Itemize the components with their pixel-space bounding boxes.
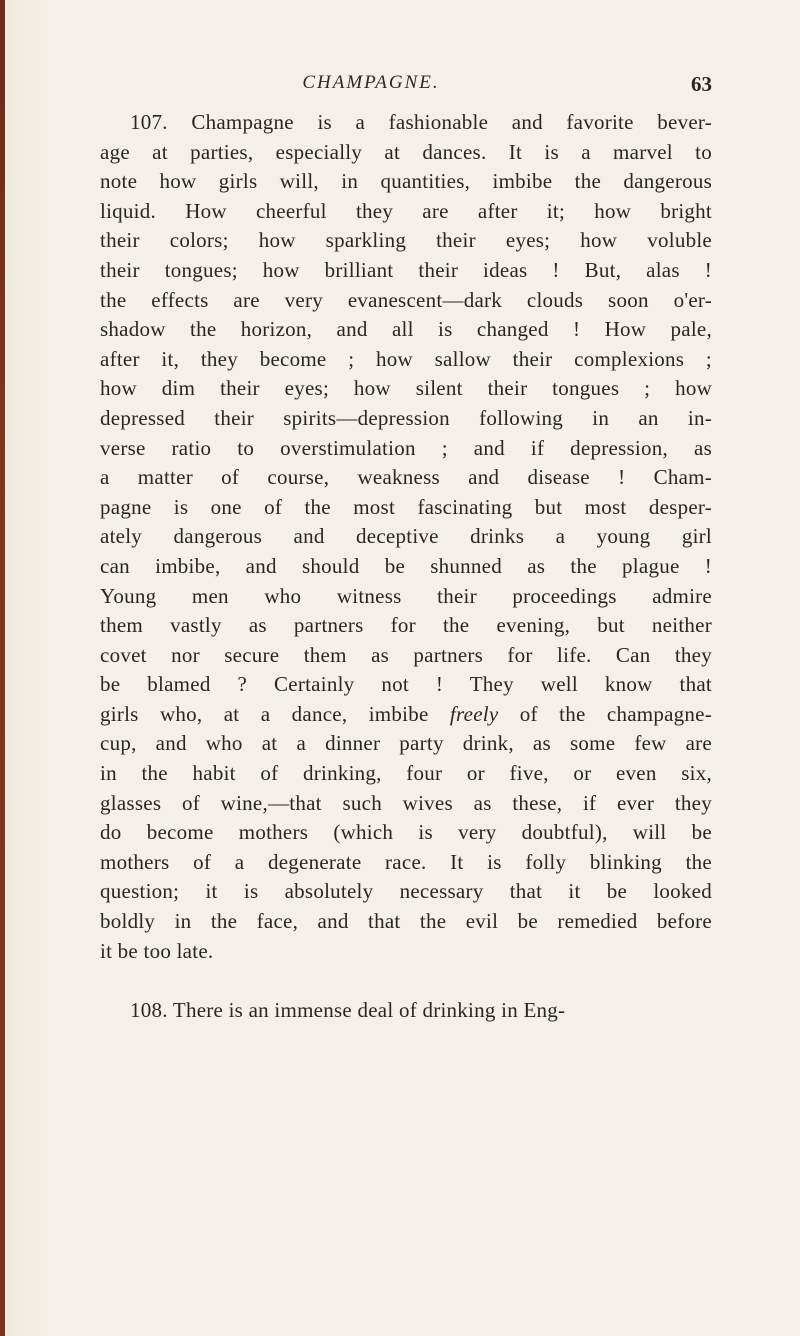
text-line: mothers of a degenerate race. It is folly blinking the bbox=[100, 849, 712, 874]
text-line: after it, they become ; how sallow their complexions ; bbox=[100, 346, 712, 371]
paragraph bbox=[100, 108, 712, 966]
text-line: in the habit of drinking, four or five, or even six, bbox=[100, 761, 712, 786]
text-line: ately dangerous and deceptive drinks a young girl bbox=[100, 524, 712, 549]
text-line: the effects are very evanescent—dark clouds soon o'er- bbox=[100, 287, 712, 312]
text-line: a matter of course, weakness and disease ! Cham- bbox=[100, 465, 712, 490]
text-line: question; it is absolutely necessary that it be looked bbox=[100, 879, 712, 904]
text-line: depressed their spirits—depression following in an in- bbox=[100, 405, 712, 430]
text-line: boldly in the face, and that the evil be remedied before bbox=[100, 909, 712, 934]
text-line: their colors; how sparkling their eyes; how voluble bbox=[100, 228, 712, 253]
text-line: 108. There is an immense deal of drinking in Eng- bbox=[130, 998, 566, 1023]
text-line: their tongues; how brilliant their ideas ! But, alas ! bbox=[100, 257, 712, 282]
text-line: be blamed ? Certainly not ! They well know that bbox=[100, 672, 712, 697]
text-line: note how girls will, in quantities, imbibe the dangerous bbox=[100, 169, 712, 194]
text-line: age at parties, especially at dances. It is a marvel to bbox=[100, 139, 712, 164]
text-line: shadow the horizon, and all is changed ! How pale, bbox=[100, 317, 712, 342]
paragraph bbox=[100, 996, 712, 1026]
header-title: CHAMPAGNE. bbox=[302, 72, 440, 93]
text-line: how dim their eyes; how silent their tongues ; how bbox=[100, 376, 712, 401]
text-line: them vastly as partners for the evening, but neither bbox=[100, 613, 712, 638]
binding-edge bbox=[0, 0, 5, 1336]
text-line: do become mothers (which is very doubtful), will be bbox=[100, 820, 712, 845]
text-line: glasses of wine,—that such wives as these, if ever they bbox=[100, 790, 712, 815]
text-line: liquid. How cheerful they are after it; how bright bbox=[100, 198, 712, 223]
text-line: verse ratio to overstimulation ; and if depression, as bbox=[100, 435, 712, 460]
text-line: covet nor secure them as partners for life. Can they bbox=[100, 642, 712, 667]
text-line: 107. Champagne is a fashionable and favorite bever- bbox=[130, 110, 712, 134]
text-line: pagne is one of the most fascinating but most desper- bbox=[100, 494, 712, 519]
text-line: Young men who witness their proceedings admire bbox=[100, 583, 712, 608]
page-number: 63 bbox=[691, 72, 712, 96]
text-line: girls who, at a dance, imbibe freely of the champagne- bbox=[100, 701, 712, 726]
page-body bbox=[100, 108, 712, 1056]
running-header bbox=[100, 72, 712, 102]
text-line: can imbibe, and should be shunned as the plague ! bbox=[100, 553, 712, 578]
text-line: cup, and who at a dinner party drink, as some few are bbox=[100, 731, 712, 756]
text-line: it be too late. bbox=[100, 938, 214, 963]
